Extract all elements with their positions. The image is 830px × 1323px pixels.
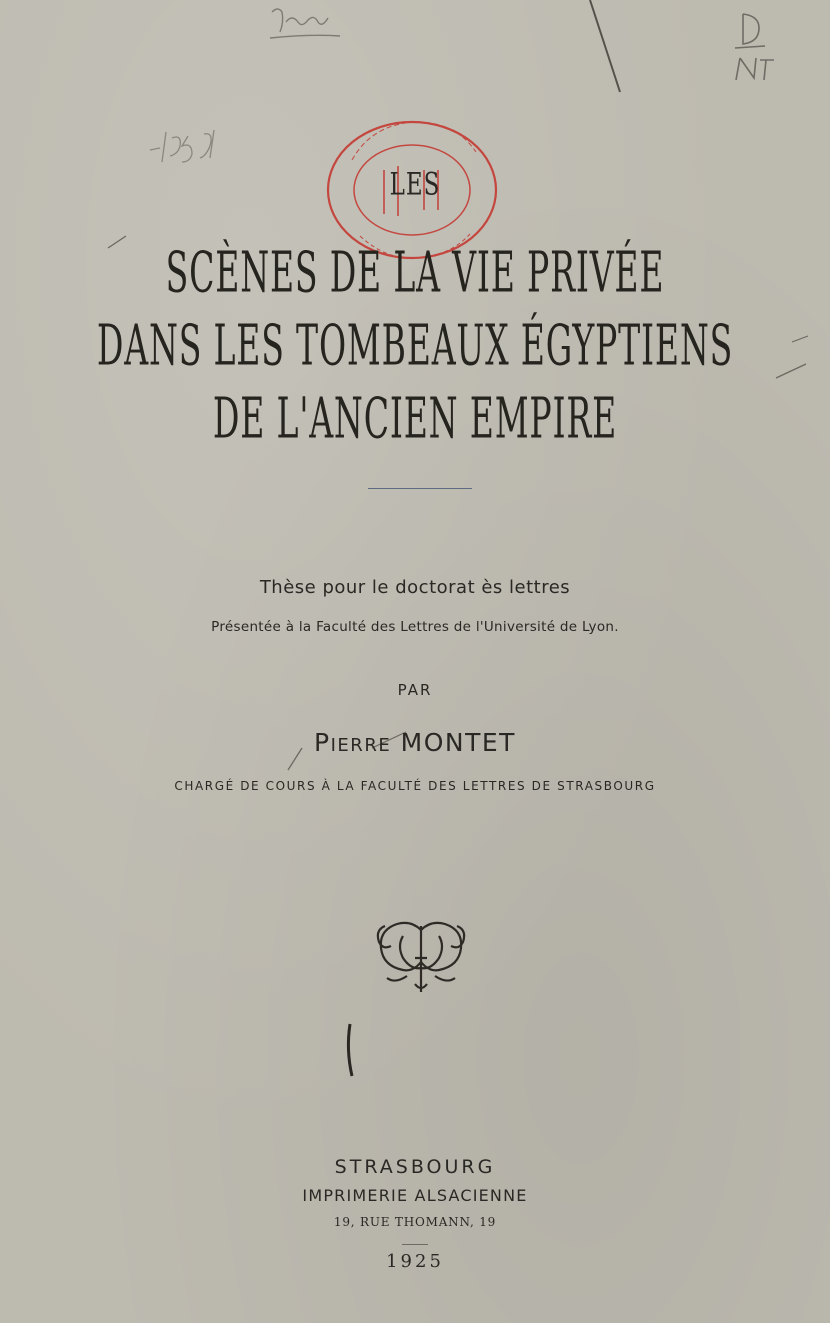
author-last-name: MONTET xyxy=(400,728,516,757)
title-line-3: DE L'ANCIEN EMPIRE xyxy=(212,385,618,451)
imprint-printer: IMPRIMERIE ALSACIENNE xyxy=(302,1186,528,1205)
pencil-mark-right xyxy=(776,364,806,378)
imprint-address: 19, RUE THOMANN, 19 xyxy=(333,1215,497,1229)
handwritten-shelf-mark xyxy=(735,14,774,80)
ink-stroke xyxy=(348,1024,352,1076)
author-first-rest: IERRE xyxy=(330,735,392,756)
handwritten-number xyxy=(150,130,214,162)
imprint-city: STRASBOURG xyxy=(334,1156,496,1178)
printers-ornament xyxy=(378,923,464,992)
pencil-mark xyxy=(590,0,620,92)
author-name xyxy=(0,728,830,757)
presented-line: Présentée à la Faculté des Lettres de l'Université de Lyon. xyxy=(211,619,619,635)
thesis-line: Thèse pour le doctorat ès lettres xyxy=(259,577,571,598)
pencil-mark-right-2 xyxy=(792,336,808,342)
handwritten-top-note xyxy=(270,9,340,38)
title-divider xyxy=(368,488,472,489)
title-line-2: DANS LES TOMBEAUX ÉGYPTIENS xyxy=(96,312,734,378)
title-line-1: SCÈNES DE LA VIE PRIVÉE xyxy=(165,239,665,305)
year-divider xyxy=(402,1244,428,1245)
author-first-initial: P xyxy=(314,728,331,757)
author-affiliation: CHARGÉ DE COURS À LA FACULTÉ DES LETTRES DE STRASBOURG xyxy=(174,779,656,793)
title-les: LES xyxy=(389,167,441,203)
imprint-year: 1925 xyxy=(386,1251,444,1272)
par-label: PAR xyxy=(397,681,433,699)
